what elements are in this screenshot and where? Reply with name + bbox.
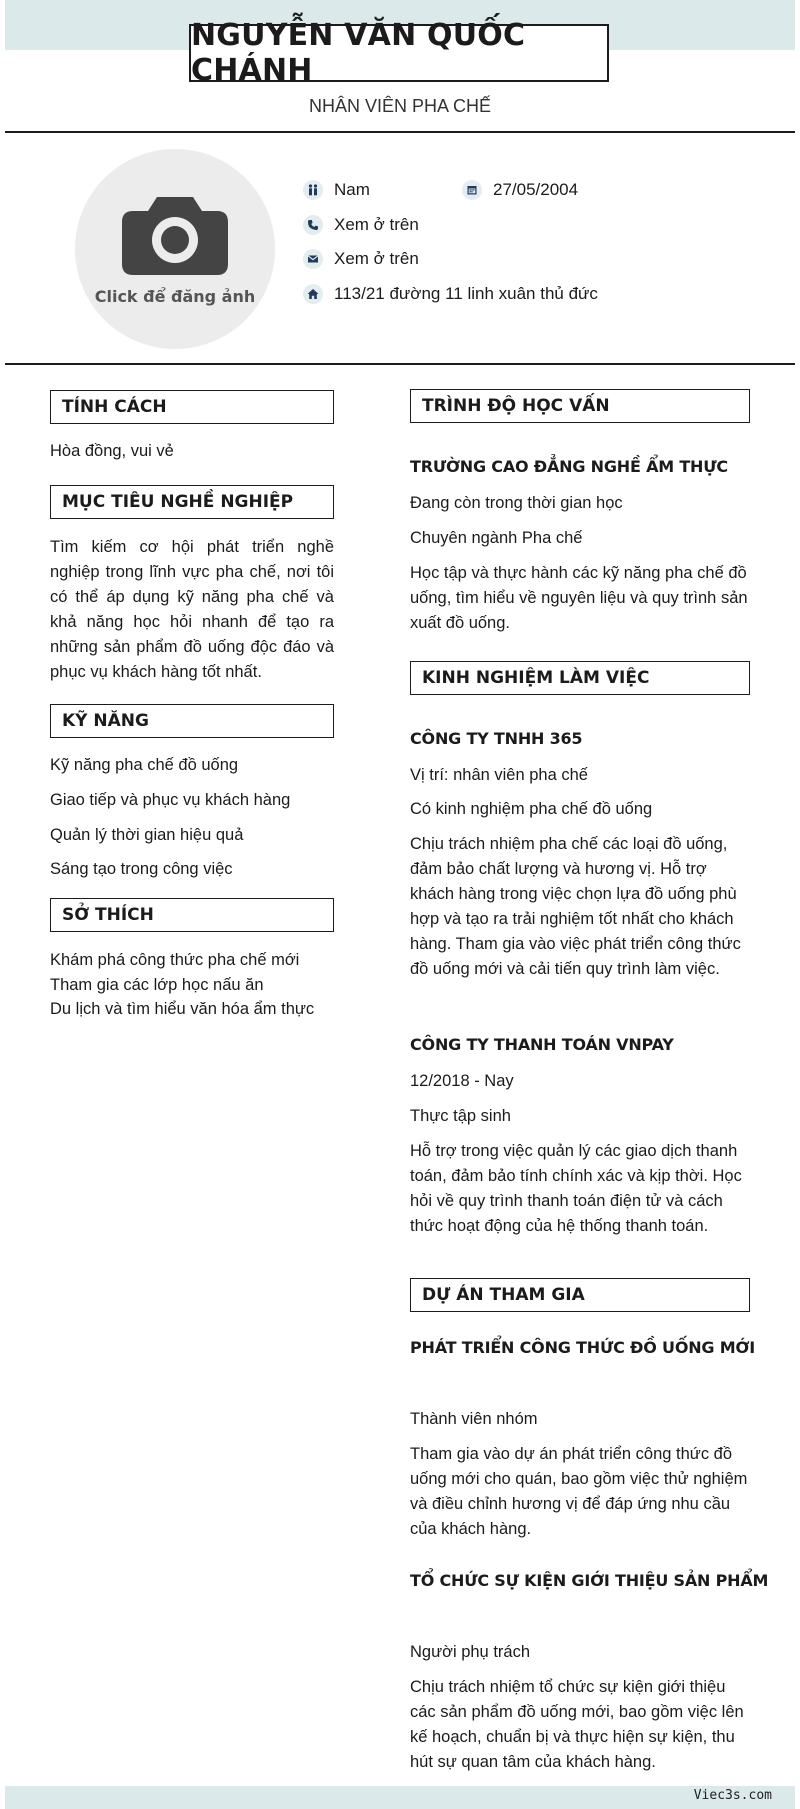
candidate-name: NGUYỄN VĂN QUỐC CHÁNH	[189, 24, 609, 82]
projects-heading: DỰ ÁN THAM GIA	[410, 1278, 750, 1312]
photo-upload[interactable]	[75, 149, 275, 349]
project-desc: Chịu trách nhiệm tổ chức sự kiện giới thiệu các sản phẩm đồ uống mới, bao gồm việc lên kế hoạch, chuẩn bị và thực hiện sự kiện, thu hút sự quan tâm của khách hàng.	[410, 1678, 744, 1771]
gender-value: Nam	[334, 180, 370, 199]
phone-icon	[303, 215, 323, 235]
bottom-band	[5, 1786, 795, 1809]
project-role: Người phụ trách	[410, 1643, 531, 1661]
envelope-icon	[303, 249, 323, 269]
watermark: Viec3s.com	[693, 1788, 772, 1803]
camera-icon	[75, 149, 275, 349]
job-period: 12/2018 - Nay	[410, 1072, 514, 1090]
education-major: Chuyên ngành Pha chế	[410, 529, 583, 547]
address-row	[303, 284, 598, 304]
job-position: Vị trí: nhân viên pha chế	[410, 766, 588, 784]
job-experience: Có kinh nghiệm pha chế đồ uống	[410, 800, 653, 818]
job-title: NHÂN VIÊN PHA CHẾ	[308, 96, 492, 116]
hobby-item: Tham gia các lớp học nấu ăn	[50, 976, 264, 994]
calendar-icon	[462, 180, 482, 200]
objective-heading: MỤC TIÊU NGHỀ NGHIỆP	[50, 485, 334, 519]
personality-text: Hòa đồng, vui vẻ	[50, 442, 174, 460]
birthday-value: 27/05/2004	[493, 180, 579, 199]
skill-item: Quản lý thời gian hiệu quả	[50, 826, 244, 844]
project-desc: Tham gia vào dự án phát triển công thức đồ uống mới cho quán, bao gồm việc thử nghiệm và điều chỉnh hương vị để đáp ứng nhu cầu của khách hàng.	[410, 1445, 748, 1538]
job-desc: Chịu trách nhiệm pha chế các loại đồ uống, đảm bảo chất lượng và hương vị. Hỗ trợ khách hàng trong việc chọn lựa đồ uống phù hợp và tạo ra trải nghiệm tốt nhất cho khách hàng. Tham gia vào việc phát triển công thức đồ uống mới và cải tiến quy trình làm việc.	[410, 835, 741, 978]
email-value: Xem ở trên	[334, 249, 419, 268]
education-heading: TRÌNH ĐỘ HỌC VẤN	[410, 389, 750, 423]
divider-middle	[5, 363, 795, 365]
job-desc: Hỗ trợ trong việc quản lý các giao dịch thanh toán, đảm bảo tính chính xác và kịp thời. Học hỏi về quy trình thanh toán điện tử và cách thức hoạt động của hệ thống thanh toán.	[410, 1142, 742, 1235]
home-icon	[303, 284, 323, 304]
project-name: TỔ CHỨC SỰ KIỆN GIỚI THIỆU SẢN PHẨM	[410, 1571, 769, 1590]
divider-top	[5, 131, 795, 133]
phone-row	[303, 215, 419, 235]
company-name: CÔNG TY THANH TOÁN VNPAY	[410, 1035, 674, 1054]
skills-heading: KỸ NĂNG	[50, 704, 334, 738]
education-desc: Học tập và thực hành các kỹ năng pha chế đồ uống, tìm hiểu về nguyên liệu và quy trình sản xuất đồ uống.	[410, 564, 748, 632]
photo-upload-label: Click để đăng ảnh	[94, 287, 256, 306]
hobby-item: Khám phá công thức pha chế mới	[50, 951, 300, 969]
experience-heading: KINH NGHIỆM LÀM VIỆC	[410, 661, 750, 695]
school-name: TRƯỜNG CAO ĐẲNG NGHỀ ẨM THỰC	[410, 457, 728, 476]
job-position: Thực tập sinh	[410, 1107, 511, 1125]
birthday-row	[462, 180, 578, 200]
hobbies-heading: SỞ THÍCH	[50, 898, 334, 932]
hobby-item: Du lịch và tìm hiểu văn hóa ẩm thực	[50, 1000, 315, 1018]
gender-icon	[303, 180, 323, 200]
company-name: CÔNG TY TNHH 365	[410, 729, 583, 748]
personality-heading: TÍNH CÁCH	[50, 390, 334, 424]
skill-item: Kỹ năng pha chế đồ uống	[50, 756, 239, 774]
project-name: PHÁT TRIỂN CÔNG THỨC ĐỒ UỐNG MỚI	[410, 1338, 755, 1357]
project-role: Thành viên nhóm	[410, 1410, 538, 1428]
address-value: 113/21 đường 11 linh xuân thủ đức	[334, 284, 598, 303]
phone-value: Xem ở trên	[334, 215, 419, 234]
gender-row	[303, 180, 370, 200]
objective-text: Tìm kiếm cơ hội phát triển nghề nghiệp trong lĩnh vực pha chế, nơi tôi có thể áp dụng kỹ năng pha chế và khả năng học hỏi nhanh để tạo ra những sản phẩm đồ uống độc đáo và phục vụ khách hàng tốt nhất.	[50, 538, 334, 681]
email-row	[303, 249, 419, 269]
skill-item: Giao tiếp và phục vụ khách hàng	[50, 791, 291, 809]
skill-item: Sáng tạo trong công việc	[50, 860, 233, 878]
education-time: Đang còn trong thời gian học	[410, 494, 623, 512]
